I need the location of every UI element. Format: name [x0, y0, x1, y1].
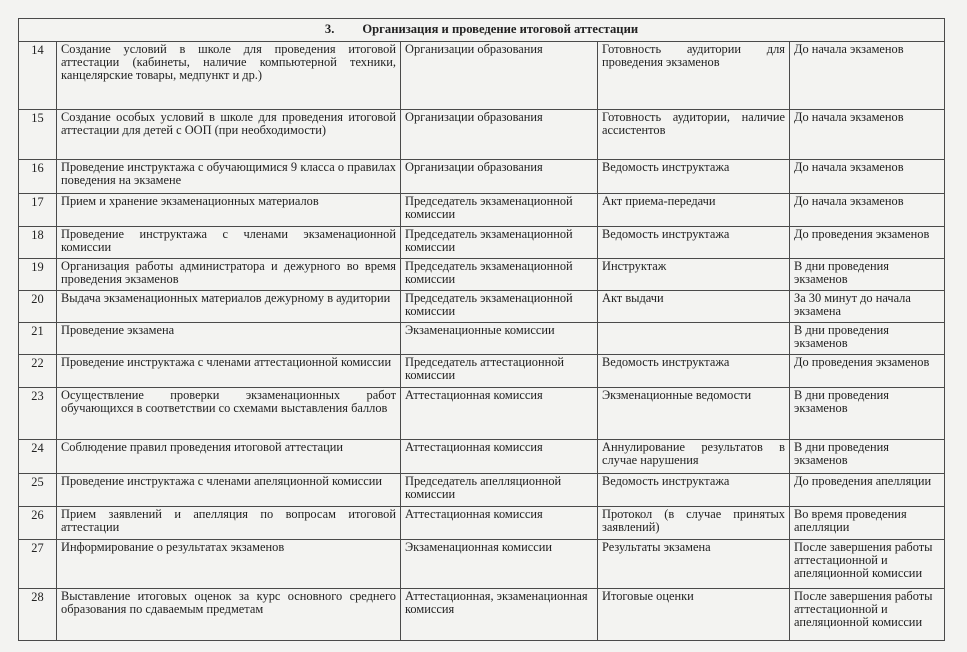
- section-title: Организация и проведение итоговой аттестации: [362, 22, 639, 37]
- row-number: 14: [19, 42, 57, 110]
- activity-cell: Соблюдение правил проведения итоговой аттестации: [57, 440, 401, 474]
- row-number: 22: [19, 355, 57, 388]
- table-row: [19, 291, 945, 323]
- table-row: [19, 227, 945, 259]
- result-cell: Аннулирование результатов в случае нарушения: [598, 440, 790, 474]
- deadline-cell: Во время проведения апелляции: [790, 507, 945, 540]
- row-number: 15: [19, 110, 57, 160]
- deadline-cell: До проведения экзаменов: [790, 227, 945, 259]
- result-cell: Протокол (в случае принятых заявлений): [598, 507, 790, 540]
- deadline-cell: До проведения апелляции: [790, 474, 945, 507]
- deadline-cell: В дни проведения экзаменов: [790, 323, 945, 355]
- deadline-cell: В дни проведения экзаменов: [790, 440, 945, 474]
- row-number: 24: [19, 440, 57, 474]
- activity-cell: Осуществление проверки экзаменационных работ обучающихся в соответствии со схемами выставления баллов: [57, 388, 401, 440]
- responsible-cell: Организации образования: [401, 110, 598, 160]
- deadline-cell: После завершения работы аттестационной и апеляционной комиссии: [790, 589, 945, 641]
- result-cell: Акт приема-передачи: [598, 194, 790, 227]
- activity-cell: Создание особых условий в школе для проведения итоговой аттестации для детей с ООП (при необходимости): [57, 110, 401, 160]
- result-cell: Готовность аудитории, наличие ассистентов: [598, 110, 790, 160]
- result-cell: Экзменационные ведомости: [598, 388, 790, 440]
- responsible-cell: Организации образования: [401, 160, 598, 194]
- row-number: 23: [19, 388, 57, 440]
- row-number: 17: [19, 194, 57, 227]
- result-cell: Готовность аудитории для проведения экзаменов: [598, 42, 790, 110]
- activity-cell: Проведение инструктажа с членами аттестационной комиссии: [57, 355, 401, 388]
- section-number: 3.: [324, 22, 335, 37]
- deadline-cell: До начала экзаменов: [790, 42, 945, 110]
- activity-cell: Создание условий в школе для проведения итоговой аттестации (кабинеты, наличие компьютерной техники, канцелярские товары, медпункт и др.): [57, 42, 401, 110]
- activity-cell: Организация работы администратора и дежурного во время проведения экзаменов: [57, 259, 401, 291]
- row-number: 28: [19, 589, 57, 641]
- deadline-cell: До начала экзаменов: [790, 194, 945, 227]
- table-row: [19, 259, 945, 291]
- table-row: [19, 474, 945, 507]
- deadline-cell: После завершения работы аттестационной и апеляционной комиссии: [790, 540, 945, 589]
- row-number: 21: [19, 323, 57, 355]
- table-row: [19, 194, 945, 227]
- table-row: [19, 440, 945, 474]
- activity-cell: Информирование о результатах экзаменов: [57, 540, 401, 589]
- row-number: 19: [19, 259, 57, 291]
- result-cell: Итоговые оценки: [598, 589, 790, 641]
- responsible-cell: Организации образования: [401, 42, 598, 110]
- activity-cell: Прием заявлений и апелляция по вопросам итоговой аттестации: [57, 507, 401, 540]
- deadline-cell: До проведения экзаменов: [790, 355, 945, 388]
- table-row: [19, 355, 945, 388]
- responsible-cell: Председатель экзаменационной комиссии: [401, 291, 598, 323]
- row-number: 26: [19, 507, 57, 540]
- activity-cell: Проведение экзамена: [57, 323, 401, 355]
- responsible-cell: Экзаменационная комиссии: [401, 540, 598, 589]
- exam-plan-table: [18, 18, 945, 641]
- activity-cell: Прием и хранение экзаменационных материалов: [57, 194, 401, 227]
- table-row: [19, 388, 945, 440]
- result-cell: Результаты экзамена: [598, 540, 790, 589]
- activity-cell: Проведение инструктажа с членами апеляционной комиссии: [57, 474, 401, 507]
- responsible-cell: Председатель апелляционной комиссии: [401, 474, 598, 507]
- table-row: [19, 589, 945, 641]
- deadline-cell: В дни проведения экзаменов: [790, 388, 945, 440]
- responsible-cell: Председатель экзаменационной комиссии: [401, 194, 598, 227]
- section-header-row: [19, 19, 945, 42]
- activity-cell: Проведение инструктажа с членами экзаменационной комиссии: [57, 227, 401, 259]
- responsible-cell: Председатель экзаменационной комиссии: [401, 227, 598, 259]
- result-cell: Ведомость инструктажа: [598, 160, 790, 194]
- responsible-cell: Председатель экзаменационной комиссии: [401, 259, 598, 291]
- deadline-cell: До начала экзаменов: [790, 160, 945, 194]
- result-cell: Инструктаж: [598, 259, 790, 291]
- result-cell: Ведомость инструктажа: [598, 227, 790, 259]
- result-cell: Ведомость инструктажа: [598, 355, 790, 388]
- table-row: [19, 540, 945, 589]
- responsible-cell: Аттестационная, экзаменационная комиссия: [401, 589, 598, 641]
- result-cell: Ведомость инструктажа: [598, 474, 790, 507]
- responsible-cell: Аттестационная комиссия: [401, 388, 598, 440]
- section-header-cell: [19, 19, 945, 42]
- table-row: [19, 507, 945, 540]
- activity-cell: Выставление итоговых оценок за курс основного среднего образования по сдаваемым предметам: [57, 589, 401, 641]
- result-cell: Акт выдачи: [598, 291, 790, 323]
- deadline-cell: До начала экзаменов: [790, 110, 945, 160]
- responsible-cell: Экзаменационные комиссии: [401, 323, 598, 355]
- row-number: 27: [19, 540, 57, 589]
- table-row: [19, 42, 945, 110]
- responsible-cell: Председатель аттестационной комиссии: [401, 355, 598, 388]
- row-number: 25: [19, 474, 57, 507]
- row-number: 16: [19, 160, 57, 194]
- activity-cell: Выдача экзаменационных материалов дежурному в аудитории: [57, 291, 401, 323]
- row-number: 18: [19, 227, 57, 259]
- result-cell: [598, 323, 790, 355]
- deadline-cell: За 30 минут до начала экзамена: [790, 291, 945, 323]
- responsible-cell: Аттестационная комиссия: [401, 440, 598, 474]
- row-number: 20: [19, 291, 57, 323]
- activity-cell: Проведение инструктажа с обучающимися 9 класса о правилах поведения на экзамене: [57, 160, 401, 194]
- table-row: [19, 160, 945, 194]
- deadline-cell: В дни проведения экзаменов: [790, 259, 945, 291]
- table-row: [19, 110, 945, 160]
- table-row: [19, 323, 945, 355]
- responsible-cell: Аттестационная комиссия: [401, 507, 598, 540]
